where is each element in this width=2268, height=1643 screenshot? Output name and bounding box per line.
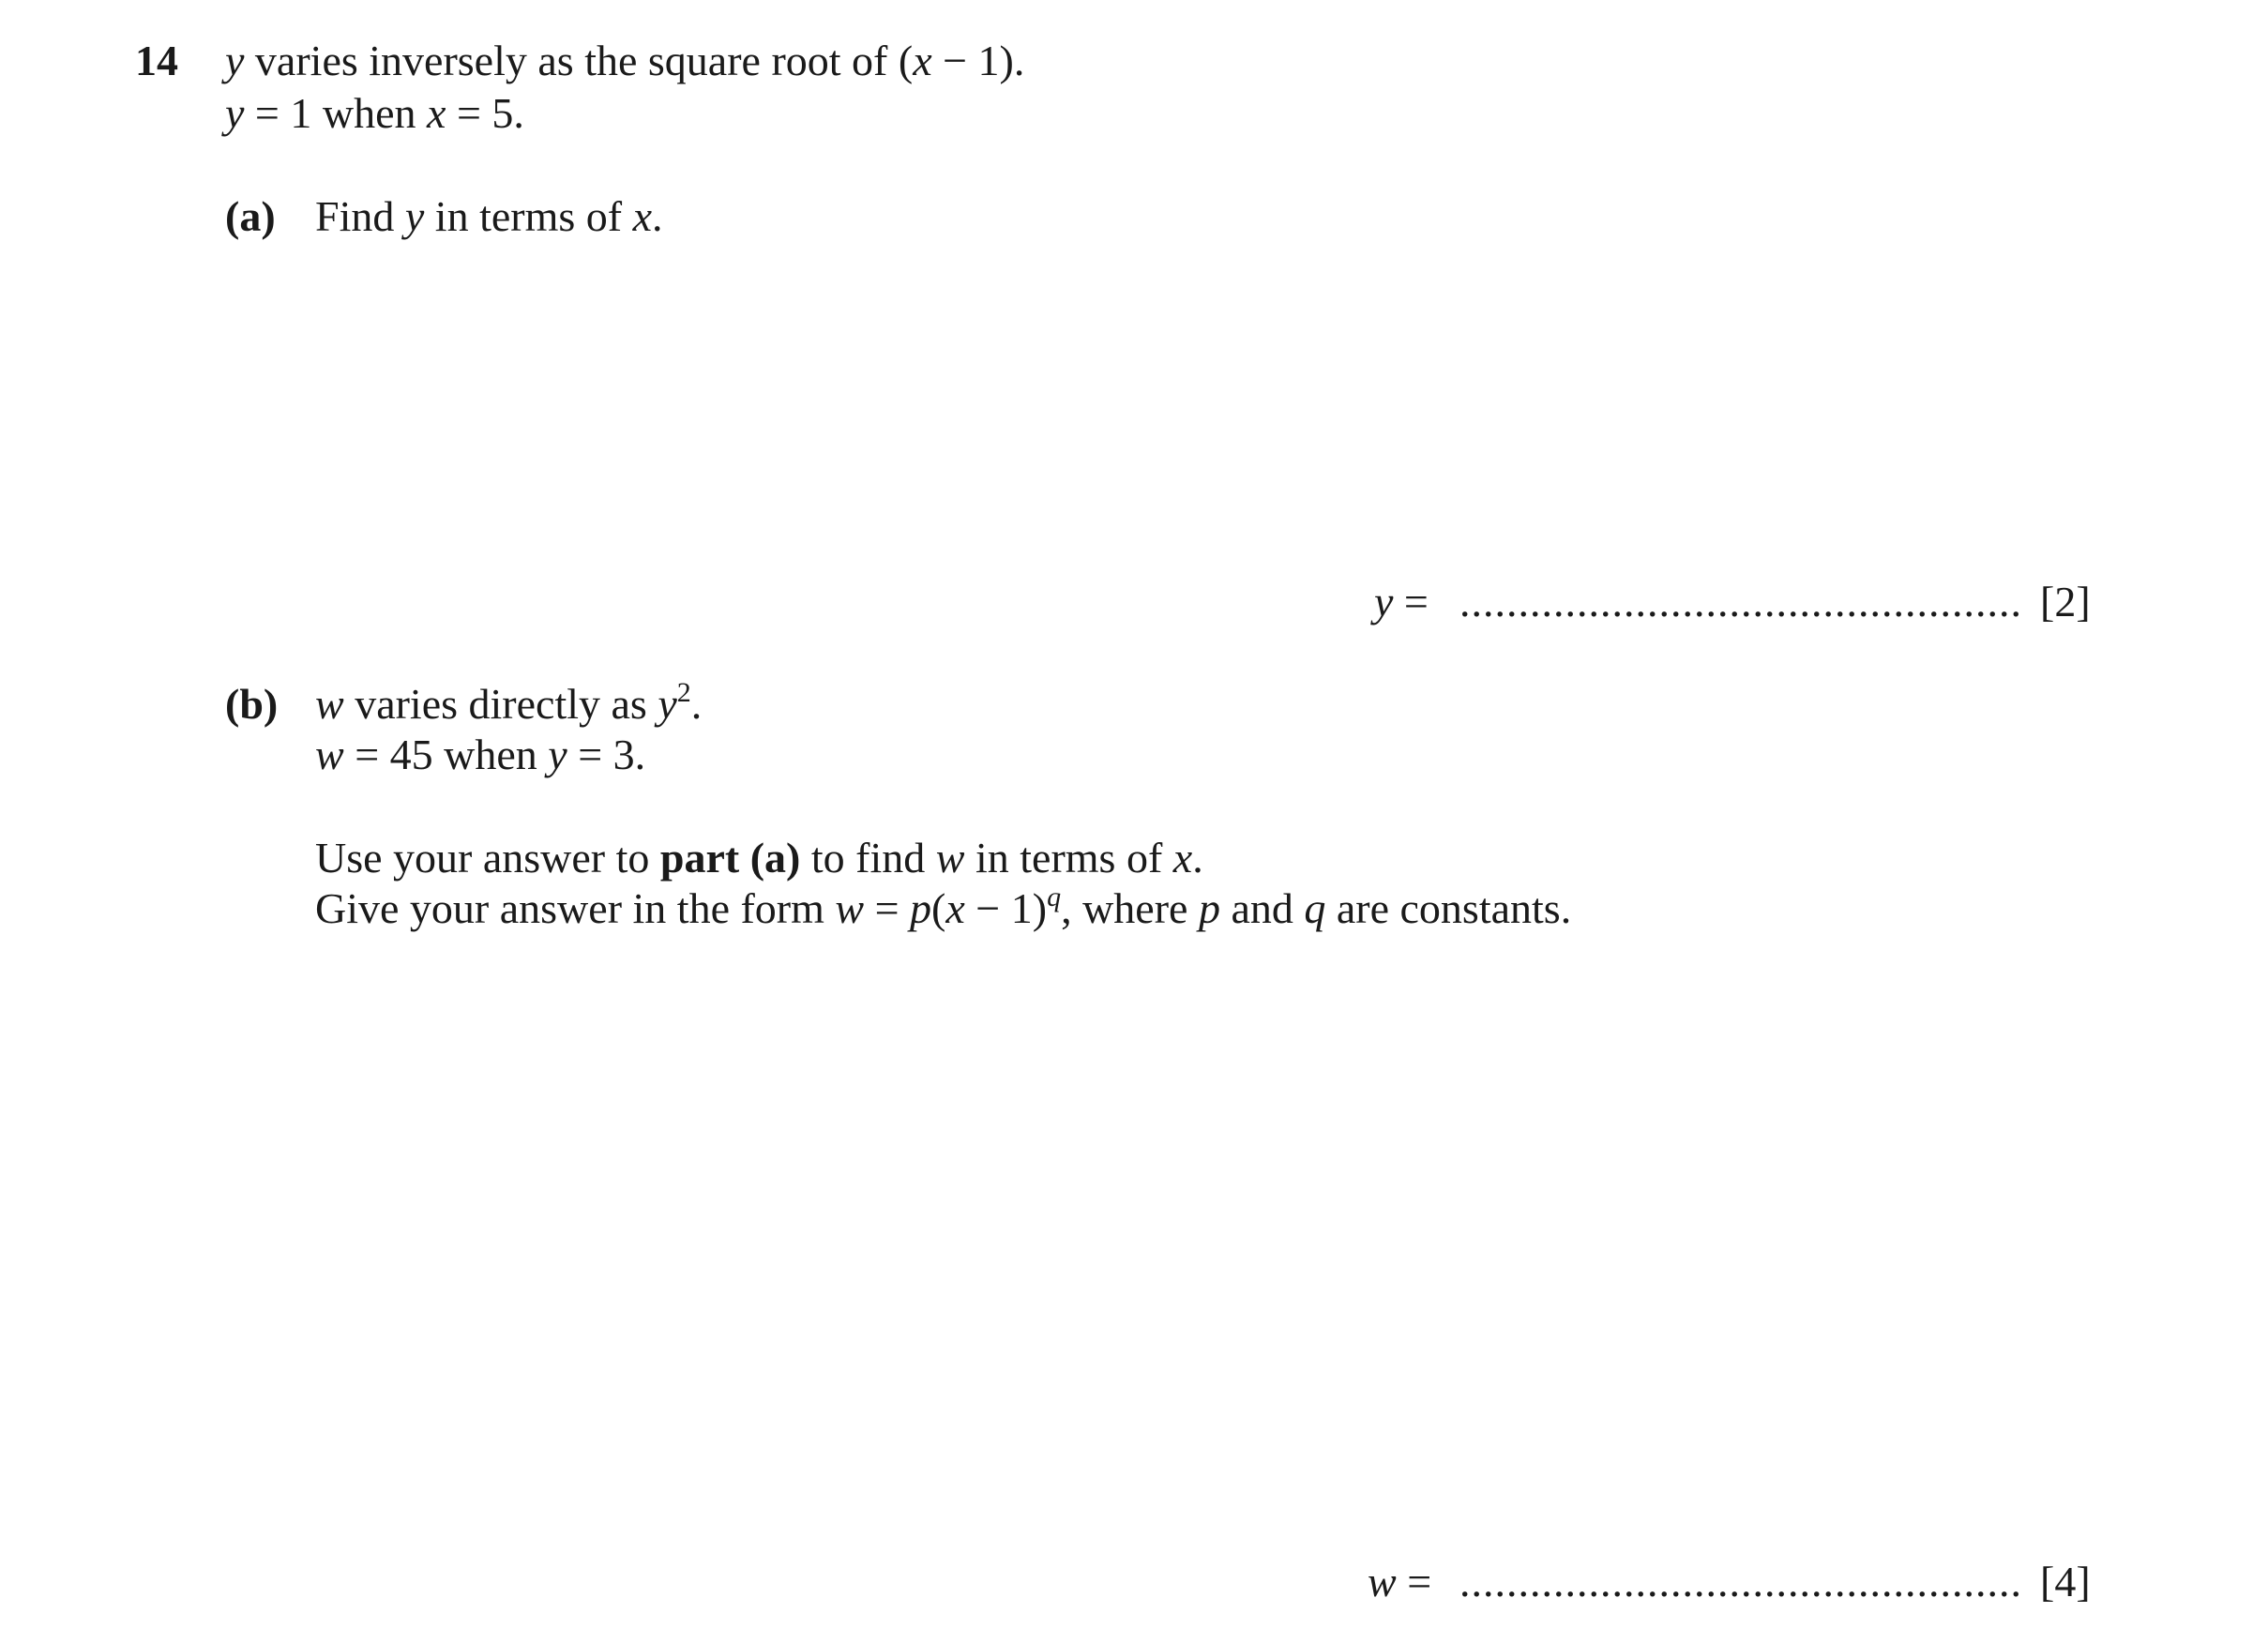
part-b-label: (b) — [225, 680, 279, 728]
question-number: 14 — [135, 37, 178, 84]
var-y: y — [404, 192, 425, 240]
var-y: y — [225, 89, 245, 137]
line-text: Use your answer to — [315, 834, 660, 882]
line-text: ( — [931, 884, 946, 932]
var-p: p — [1198, 884, 1220, 932]
answer-var-y: y — [1374, 578, 1394, 626]
line-text: to find — [800, 834, 936, 882]
part-b-marks: [4] — [2040, 1558, 2091, 1605]
part-b-line1 — [315, 676, 703, 730]
line-text: . — [1192, 834, 1203, 882]
line-text: varies directly as — [343, 680, 658, 728]
stem-text: = 1 when — [244, 89, 428, 137]
line-text: = 45 when — [343, 731, 549, 778]
part-reference: part (a) — [659, 834, 801, 882]
line-text: = — [864, 884, 911, 932]
stem-text: = 5. — [446, 89, 524, 137]
var-w: w — [315, 731, 344, 778]
var-x: x — [1172, 834, 1193, 882]
var-w: w — [935, 834, 965, 882]
prompt-text: Find — [315, 192, 405, 240]
var-y: y — [658, 680, 677, 728]
part-a-answer-var — [1374, 577, 1429, 627]
line-text: , where — [1061, 884, 1199, 932]
stem-text: varies inversely as the square root of ( — [244, 37, 914, 84]
part-b-line4 — [315, 883, 1571, 934]
var-x: x — [945, 884, 965, 932]
part-b-answer-var — [1368, 1557, 1431, 1607]
var-y: y — [548, 731, 567, 778]
part-a-marks: [2] — [2040, 578, 2091, 626]
answer-equals: = — [1396, 1558, 1432, 1605]
var-x: x — [632, 192, 653, 240]
var-w: w — [835, 884, 865, 932]
part-b-line3 — [315, 833, 1203, 883]
line-text: . — [690, 680, 703, 728]
exponent-q: q — [1047, 881, 1062, 912]
exponent: 2 — [676, 676, 691, 708]
question-stem-line1 — [225, 36, 1024, 86]
var-x: x — [427, 89, 446, 137]
line-text: and — [1219, 884, 1305, 932]
line-text: − 1) — [964, 884, 1048, 932]
var-p: p — [910, 884, 932, 932]
answer-equals: = — [1393, 578, 1429, 626]
question-stem-line2 — [225, 88, 524, 139]
part-a-answer-field[interactable]: ................................................ — [1459, 578, 2022, 626]
part-a-prompt — [315, 191, 663, 242]
line-text: = 3. — [567, 731, 646, 778]
part-a-label: (a) — [225, 192, 276, 240]
part-b-answer-field[interactable]: ................................................ — [1459, 1558, 2022, 1605]
prompt-text: . — [652, 192, 663, 240]
line-text: in terms of — [964, 834, 1173, 882]
var-q: q — [1304, 884, 1326, 932]
part-b-line2 — [315, 730, 645, 780]
prompt-text: in terms of — [424, 192, 633, 240]
var-y: y — [225, 37, 245, 84]
var-x: x — [913, 37, 932, 84]
answer-var-w: w — [1368, 1558, 1397, 1605]
line-text: are constants. — [1325, 884, 1572, 932]
line-text: Give your answer in the form — [315, 884, 836, 932]
stem-tail: − 1). — [931, 37, 1025, 84]
var-w: w — [315, 680, 344, 728]
